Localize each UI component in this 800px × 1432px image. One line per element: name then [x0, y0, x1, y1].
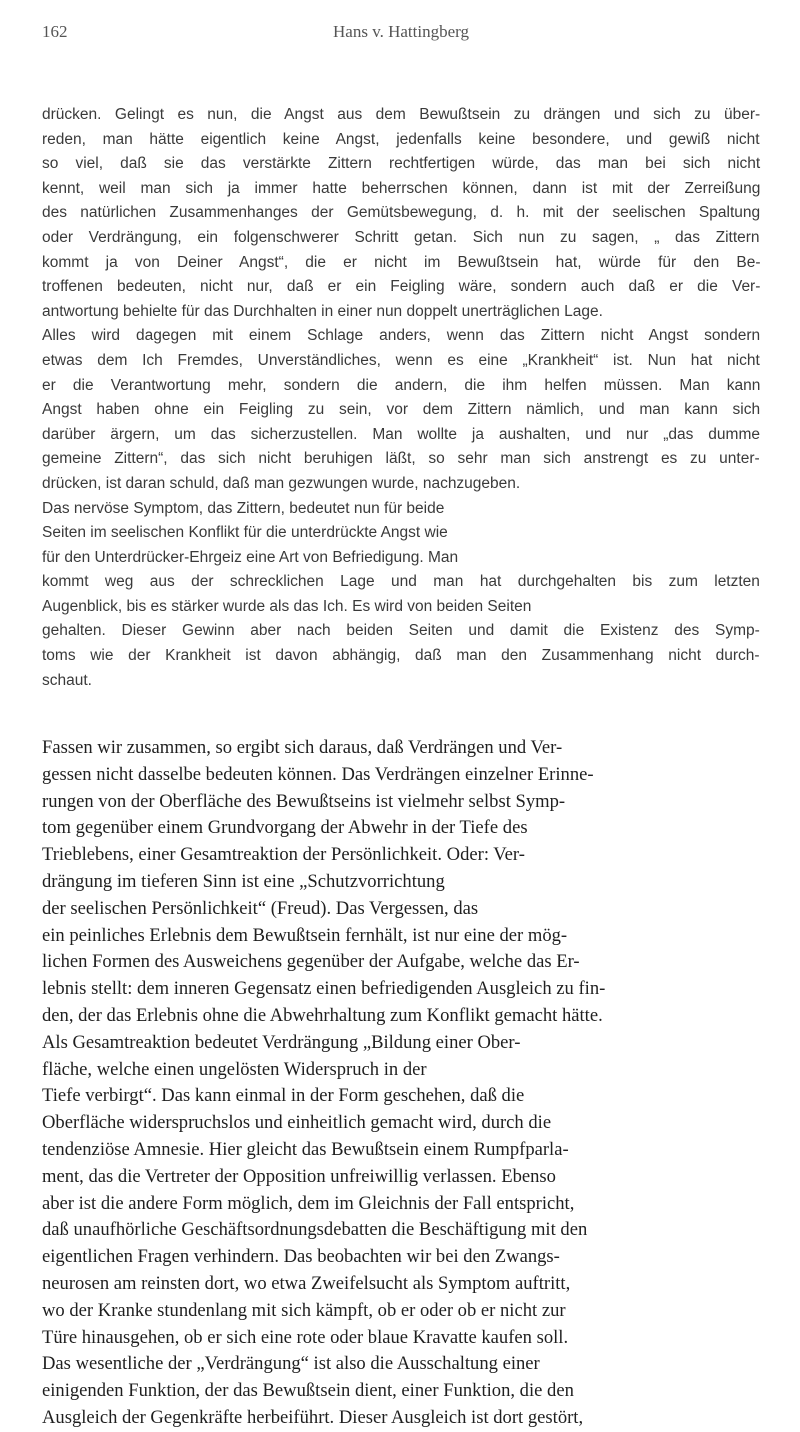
text-line: einigenden Funktion, der das Bewußtsein dient, einer Funktion, die den — [42, 1380, 574, 1402]
text-line: eigentlichen Fragen verhindern. Das beobachten wir bei den Zwangs- — [42, 1246, 560, 1268]
text-line: rungen von der Oberfläche des Bewußtseins ist vielmehr selbst Symp- — [42, 790, 566, 812]
text-line: tendenziöse Amnesie. Hier gleicht das Bewußtsein einem Rumpfparla- — [42, 1138, 569, 1160]
text-line: wo der Kranke stundenlang mit sich kämpft, ob er oder ob er nicht zur — [42, 1299, 566, 1321]
page-header — [42, 22, 760, 46]
text-line: Als Gesamtreaktion bedeutet Verdrängung „Bildung einer Ober- — [42, 1031, 521, 1053]
text-line: Ausgleich der Gegenkräfte herbeiführt. Dieser Ausgleich ist dort gestört, — [42, 1406, 584, 1428]
text-line: reden, man hätte eigentlich keine Angst, jedenfalls keine besondere, und gewiß nicht — [42, 130, 760, 148]
text-line: drängung im tieferen Sinn ist eine „Schutzvorrichtung — [42, 870, 445, 892]
text-line: Seiten im seelischen Konflikt für die unterdrückte Angst wie — [42, 524, 448, 542]
text-line: Augenblick, bis es stärker wurde als das Ich. Es wird von beiden Seiten — [42, 597, 532, 615]
text-line: Alles wird dagegen mit einem Schlage anders, wenn das Zittern nicht Angst sondern — [42, 327, 761, 345]
text-line: schaut. — [42, 671, 92, 689]
text-line: er die Verantwortung mehr, sondern die andern, die ihm helfen müssen. Man kann — [42, 376, 761, 394]
text-line: aber ist die andere Form möglich, dem im Gleichnis der Fall entspricht, — [42, 1192, 575, 1214]
running-head: Hans v. Hattingberg — [333, 22, 469, 41]
small-print-paragraph — [42, 103, 760, 718]
text-line: lichen Formen des Ausweichens gegenüber der Aufgabe, welche das Er- — [42, 951, 580, 973]
text-line: Angst haben ohne ein Feigling zu sein, vor dem Zittern nämlich, und man kann sich — [42, 401, 761, 419]
text-line: gehalten. Dieser Gewinn aber nach beiden Seiten und damit die Existenz des Symp- — [42, 622, 760, 640]
text-line: Tiefe verbirgt“. Das kann einmal in der Form geschehen, daß die — [42, 1085, 525, 1107]
text-line: antwortung behielte für das Durchhalten in einer nun doppelt unerträglichen Lage. — [42, 302, 603, 320]
text-line: Fassen wir zusammen, so ergibt sich daraus, daß Verdrängen und Ver- — [42, 737, 563, 758]
text-line: kommt ja von Deiner Angst“, die er nicht im Bewußtsein hat, würde für den Be- — [42, 253, 761, 271]
text-line — [42, 693, 760, 718]
text-line: so viel, daß sie das verstärkte Zittern rechtfertigen würde, das man bei sich nicht — [42, 155, 761, 173]
text-line: troffenen bedeuten, nicht nur, daß er ein Feigling wäre, sondern auch daß er die Ver- — [42, 278, 761, 296]
page-number: 162 — [42, 22, 68, 41]
text-line: lebnis stellt: dem inneren Gegensatz einen befriedigenden Ausgleich zu fin- — [42, 978, 606, 1000]
text-line: kennt, weil man sich ja immer hatte beherrschen können, dann ist mit der Zerreißung — [42, 179, 761, 197]
text-line: darüber ärgern, um das sicherzustellen. Man wollte ja aushalten, und nur „das dumme — [42, 425, 760, 443]
text-line: der seelischen Persönlichkeit“ (Freud). Das Vergessen, das — [42, 897, 479, 919]
text-line: drücken, ist daran schuld, daß man gezwungen wurde, nachzugeben. — [42, 474, 521, 492]
text-line: des natürlichen Zusammenhanges der Gemütsbewegung, d. h. mit der seelischen Spaltung — [42, 204, 761, 222]
text-line: toms wie der Krankheit ist davon abhängig, daß man den Zusammenhang nicht durch- — [42, 647, 760, 665]
text-line: Das nervöse Symptom, das Zittern, bedeutet nun für beide — [42, 499, 445, 517]
text-line: Türe hinausgehen, ob er sich eine rote oder blaue Kravatte kaufen soll. — [42, 1326, 569, 1348]
text-line: etwas dem Ich Fremdes, Unverständliches, wenn es eine „Krankheit“ ist. Nun hat nicht — [42, 351, 760, 369]
text-line: ment, das die Vertreter der Opposition unfreiwillig verlassen. Ebenso — [42, 1165, 556, 1187]
text-line: ein peinliches Erlebnis dem Bewußtsein fernhält, ist nur eine der mög- — [42, 924, 568, 946]
text-line: oder Verdrängung, ein folgenschwerer Schritt getan. Sich nun zu sagen, „ das Zittern — [42, 228, 760, 246]
text-line: neurosen am reinsten dort, wo etwa Zweifelsucht als Symptom auftritt, — [42, 1272, 571, 1294]
text-line: kommt weg aus der schrecklichen Lage und man hat durchgehalten bis zum letzten — [42, 573, 760, 591]
text-line: Trieblebens, einer Gesamtreaktion der Persönlichkeit. Oder: Ver- — [42, 844, 525, 866]
text-line: tom gegenüber einem Grundvorgang der Abwehr in der Tiefe des — [42, 817, 528, 839]
text-line: Oberfläche widerspruchslos und einheitlich gemacht wird, durch die — [42, 1112, 552, 1134]
text-line: für den Unterdrücker-Ehrgeiz eine Art von Befriedigung. Man — [42, 548, 459, 566]
text-line: gemeine Zittern“, das sich nicht beruhigen läßt, so sehr man sich anstrengt es zu unter- — [42, 450, 760, 468]
text-line: drücken. Gelingt es nun, die Angst aus dem Bewußtsein zu drängen und sich zu über- — [42, 106, 761, 123]
text-line: gessen nicht dasselbe bedeuten können. Das Verdrängen einzelner Erinne- — [42, 763, 594, 785]
text-line: daß unaufhörliche Geschäftsordnungsdebatten die Beschäftigung mit den — [42, 1219, 588, 1241]
main-paragraph — [42, 735, 760, 1432]
text-line: fläche, welche einen ungelösten Widerspruch in der — [42, 1058, 427, 1080]
text-line: den, der das Erlebnis ohne die Abwehrhaltung zum Konflikt gemacht hätte. — [42, 1004, 603, 1026]
text-line: Das wesentliche der „Verdrängung“ ist also die Ausschaltung einer — [42, 1353, 540, 1375]
